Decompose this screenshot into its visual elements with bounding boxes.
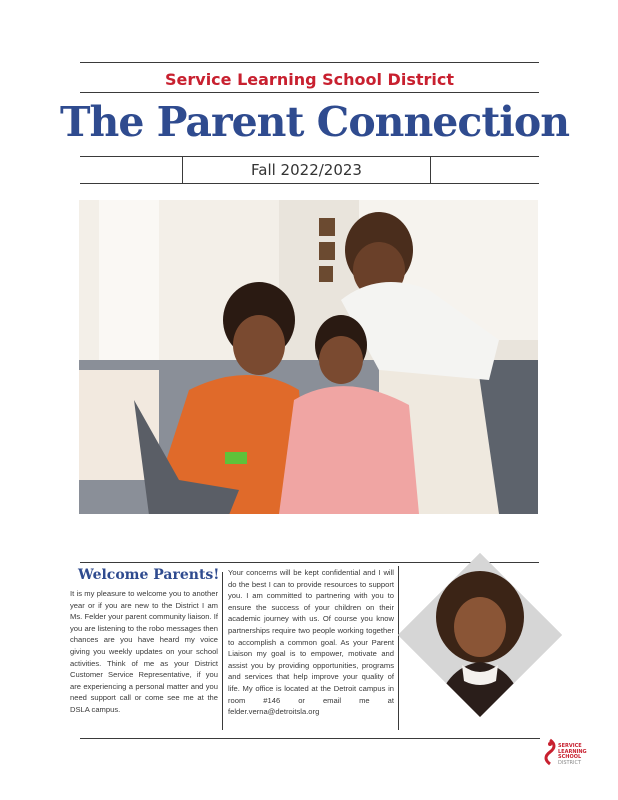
district-rule xyxy=(80,92,539,93)
footer-rule xyxy=(80,738,540,739)
logo-text xyxy=(558,744,587,766)
logo-line-1: SERVICE xyxy=(558,743,582,749)
season-bar xyxy=(80,156,539,184)
logo-line-2: LEARNING xyxy=(558,748,587,755)
column-divider xyxy=(222,572,223,730)
season-divider-right xyxy=(430,157,431,183)
newsletter-title: The Parent Connection xyxy=(60,98,569,146)
district-name: Service Learning School District xyxy=(165,70,454,89)
article-column-1: It is my pleasure to welcome you to another year or if you are new to the District I am Ms. Felder your parent community liaison. If you are listening to the robo messages then chances are you have heard my voice giving you weekly updates on your school activities. Think of me as your District Customer Service Representative, if you are experiencing a personal matter and you need support call or come see me at the DSLA campus. xyxy=(70,589,218,714)
season-label: Fall 2022/2023 xyxy=(251,161,362,179)
family-photo xyxy=(79,200,538,514)
liaison-portrait xyxy=(398,553,562,717)
top-rule xyxy=(80,62,539,63)
logo-line-4: DISTRICT xyxy=(558,759,582,766)
article-column-2: Your concerns will be kept confidential and I will do the best I can to provide resources to support you. I am committed to partnering with you to ensure the success of your children on their academic journey with us. Of course you know partnerships require two people working together to accomplish a common goal. As your Parent Liaison my goal is to empower, motivate and assist you by providing opportunities, programs and services that help improve your quality of life. My office is located at the Detroit campus in room #146 or email me at felder.verna@detroitsla.org xyxy=(228,568,394,717)
welcome-heading: Welcome Parents! xyxy=(78,567,220,583)
column-divider-right xyxy=(398,566,399,730)
logo-line-3: SCHOOL xyxy=(558,754,582,760)
liaison-portrait-frame xyxy=(398,553,562,717)
